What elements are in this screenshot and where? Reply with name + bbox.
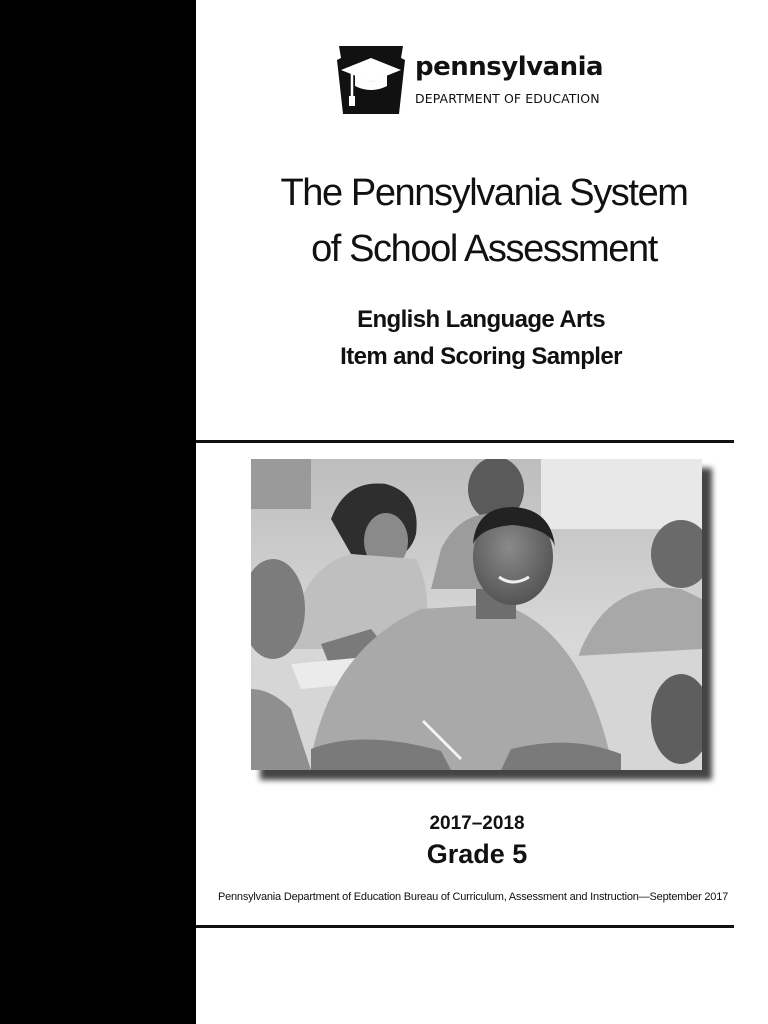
main-title-line-1: The Pennsylvania System (280, 172, 688, 214)
subtitle-line-1: English Language Arts (357, 306, 605, 333)
logo-name: pennsylvania (415, 52, 604, 82)
subtitle-line-2: Item and Scoring Sampler (340, 343, 622, 370)
school-year: 2017–2018 (429, 813, 525, 834)
pa-education-logo (335, 44, 625, 116)
top-divider (196, 440, 734, 443)
main-title-line-2: of School Assessment (311, 228, 657, 270)
left-black-band (0, 0, 196, 1024)
logo-department: DEPARTMENT OF EDUCATION (415, 91, 600, 106)
publisher-footer: Pennsylvania Department of Education Bureau of Curriculum, Assessment and Instruction—September 2017 (217, 891, 729, 903)
keystone-graduation-cap-icon (335, 44, 407, 116)
bottom-divider (196, 925, 734, 928)
classroom-photo (251, 459, 702, 770)
grade-label: Grade 5 (426, 839, 528, 869)
